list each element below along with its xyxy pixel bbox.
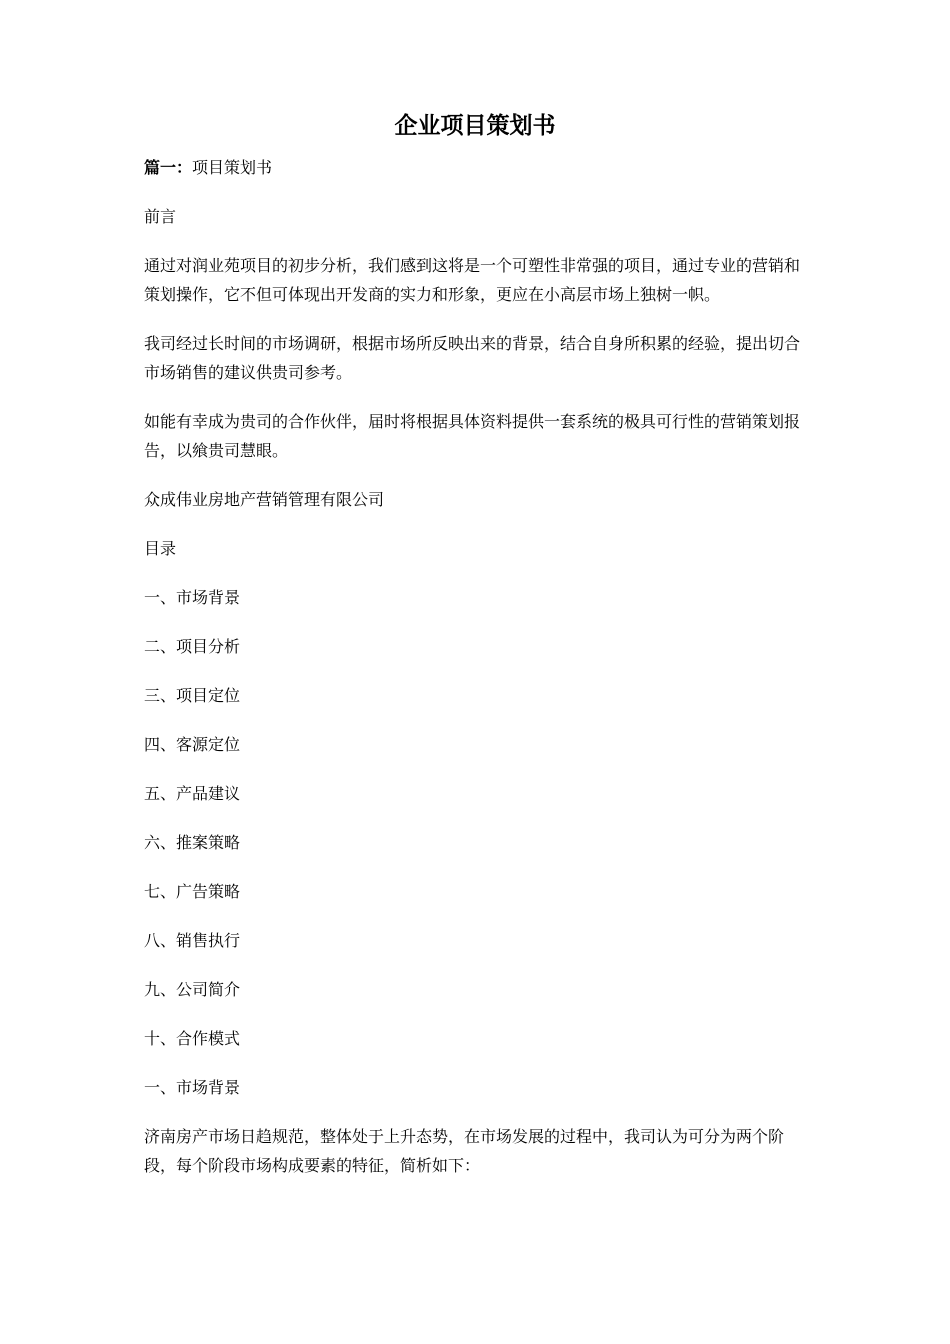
toc-item: 三、项目定位 — [144, 686, 241, 705]
paragraph-partnership: 如能有幸成为贵司的合作伙伴，届时将根据具体资料提供一套系统的极具可行性的营销策划报告，以飨贵司慧眼。 — [144, 412, 801, 460]
company-name: 众成伟业房地产营销管理有限公司 — [144, 490, 385, 509]
toc-item: 四、客源定位 — [144, 735, 241, 754]
document-title: 企业项目策划书 — [394, 113, 556, 139]
toc-item: 八、销售执行 — [144, 931, 241, 950]
paragraph-market: 济南房产市场日趋规范，整体处于上升态势，在市场发展的过程中，我司认为可分为两个阶段，每个阶段市场构成要素的特征，简析如下： — [144, 1127, 785, 1175]
toc-item: 十、合作模式 — [144, 1029, 241, 1048]
paragraph-intro: 通过对润业苑项目的初步分析，我们感到这将是一个可塑性非常强的项目，通过专业的营销和策划操作，它不但可体现出开发商的实力和形象，更应在小高层市场上独树一帜。 — [144, 256, 801, 304]
toc-item: 一、市场背景 — [144, 588, 241, 607]
toc-item: 七、广告策略 — [144, 882, 241, 901]
section-heading-lead: 篇一： — [144, 158, 193, 177]
section-heading-market: 一、市场背景 — [144, 1078, 241, 1097]
document-body — [144, 153, 808, 1200]
paragraph-preface: 前言 — [144, 207, 177, 226]
toc-item: 六、推案策略 — [144, 833, 241, 852]
section-heading — [144, 153, 808, 182]
section-heading-text: 项目策划书 — [192, 158, 273, 177]
toc-item: 二、项目分析 — [144, 637, 241, 656]
toc-item: 九、公司简介 — [144, 980, 241, 999]
toc-heading: 目录 — [144, 539, 177, 558]
toc-item: 五、产品建议 — [144, 784, 241, 803]
paragraph-research: 我司经过长时间的市场调研，根据市场所反映出来的背景，结合自身所积累的经验，提出切合市场销售的建议供贵司参考。 — [144, 334, 801, 382]
